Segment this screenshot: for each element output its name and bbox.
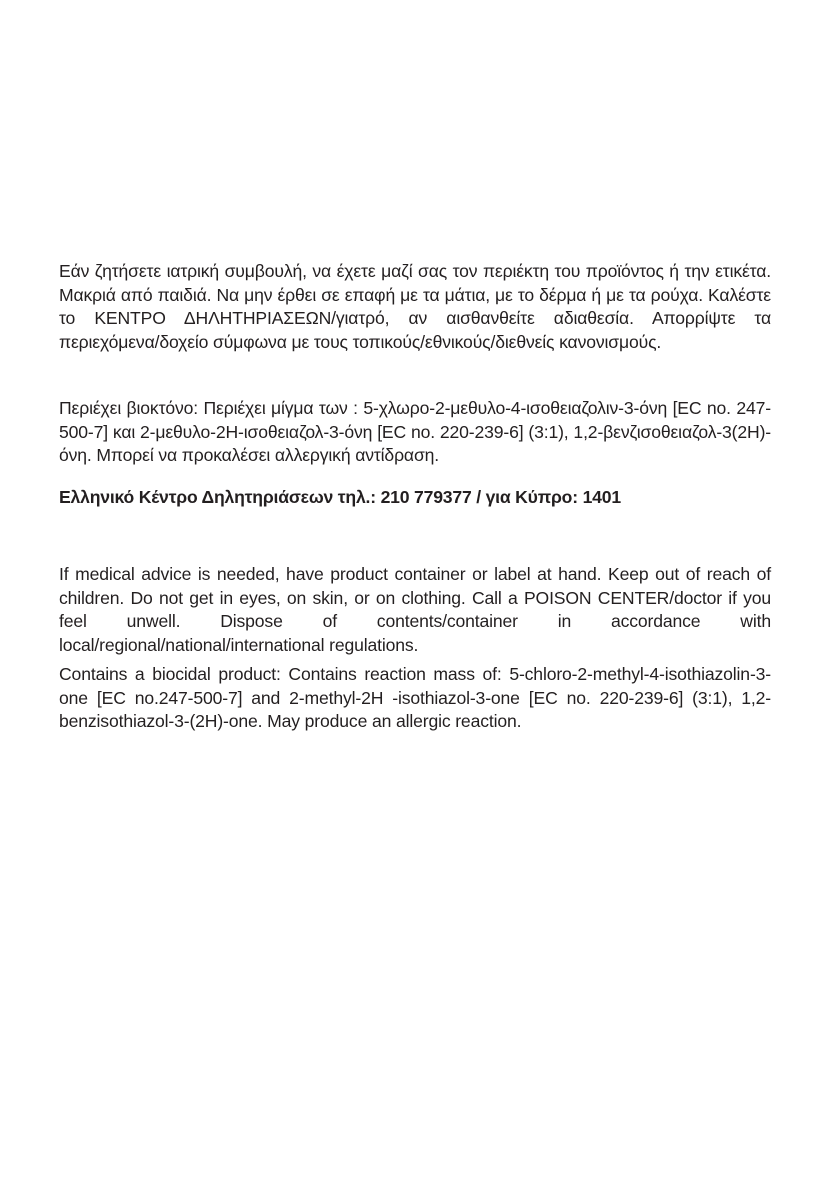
greek-poison-center-line: Ελληνικό Κέντρο Δηλητηριάσεων τηλ.: 210 779377 / για Κύπρο: 1401 — [59, 487, 621, 507]
greek-precautions-paragraph: Εάν ζητήσετε ιατρική συμβουλή, να έχετε μαζί σας τον περιέκτη του προϊόντος ή την ετικέτα. Μακριά από παιδιά. Να μην έρθει σε επαφή με τα μάτια, με το δέρμα ή με τα ρούχα. Καλέστε το ΚΕΝΤΡΟ ΔΗΛΗΤΗΡΙΑΣΕΩΝ/γιατρό, αν αισθανθείτε αδιαθεσία. Απορρίψτε τα περιεχόμενα/δοχείο σύμφωνα με τους τοπικούς/εθνικούς/διεθνείς κανονισμούς. — [59, 261, 771, 352]
greek-biocide-paragraph: Περιέχει βιοκτόνο: Περιέχει μίγμα των : 5-χλωρο-2-μεθυλο-4-ισοθειαζολιν-3-όνη [EC no. 247-500-7] και 2-μεθυλο-2Η-ισοθειαζολ-3-όνη [EC no. 220-239-6] (3:1), 1,2-βενζισοθειαζολ-3(2Η)-όνη. Μπορεί να προκαλέσει αλλεργική αντίδραση. — [59, 398, 771, 465]
english-biocide-paragraph: Contains a biocidal product: Contains reaction mass of: 5-chloro-2-methyl-4-isothiazolin-3-one [EC no.247-500-7] and 2-methyl-2H -isothiazol-3-one [EC no. 220-239-6] (3:1), 1,2-benzisothiazol-3-(2H)-one. May produce an allergic reaction. — [59, 664, 771, 731]
english-precautions-paragraph: If medical advice is needed, have product container or label at hand. Keep out of reach of children. Do not get in eyes, on skin, or on clothing. Call a POISON CENTER/doctor if you feel unwell. Dispose of contents/container in accordance with local/regional/national/international regulations. — [59, 564, 771, 655]
